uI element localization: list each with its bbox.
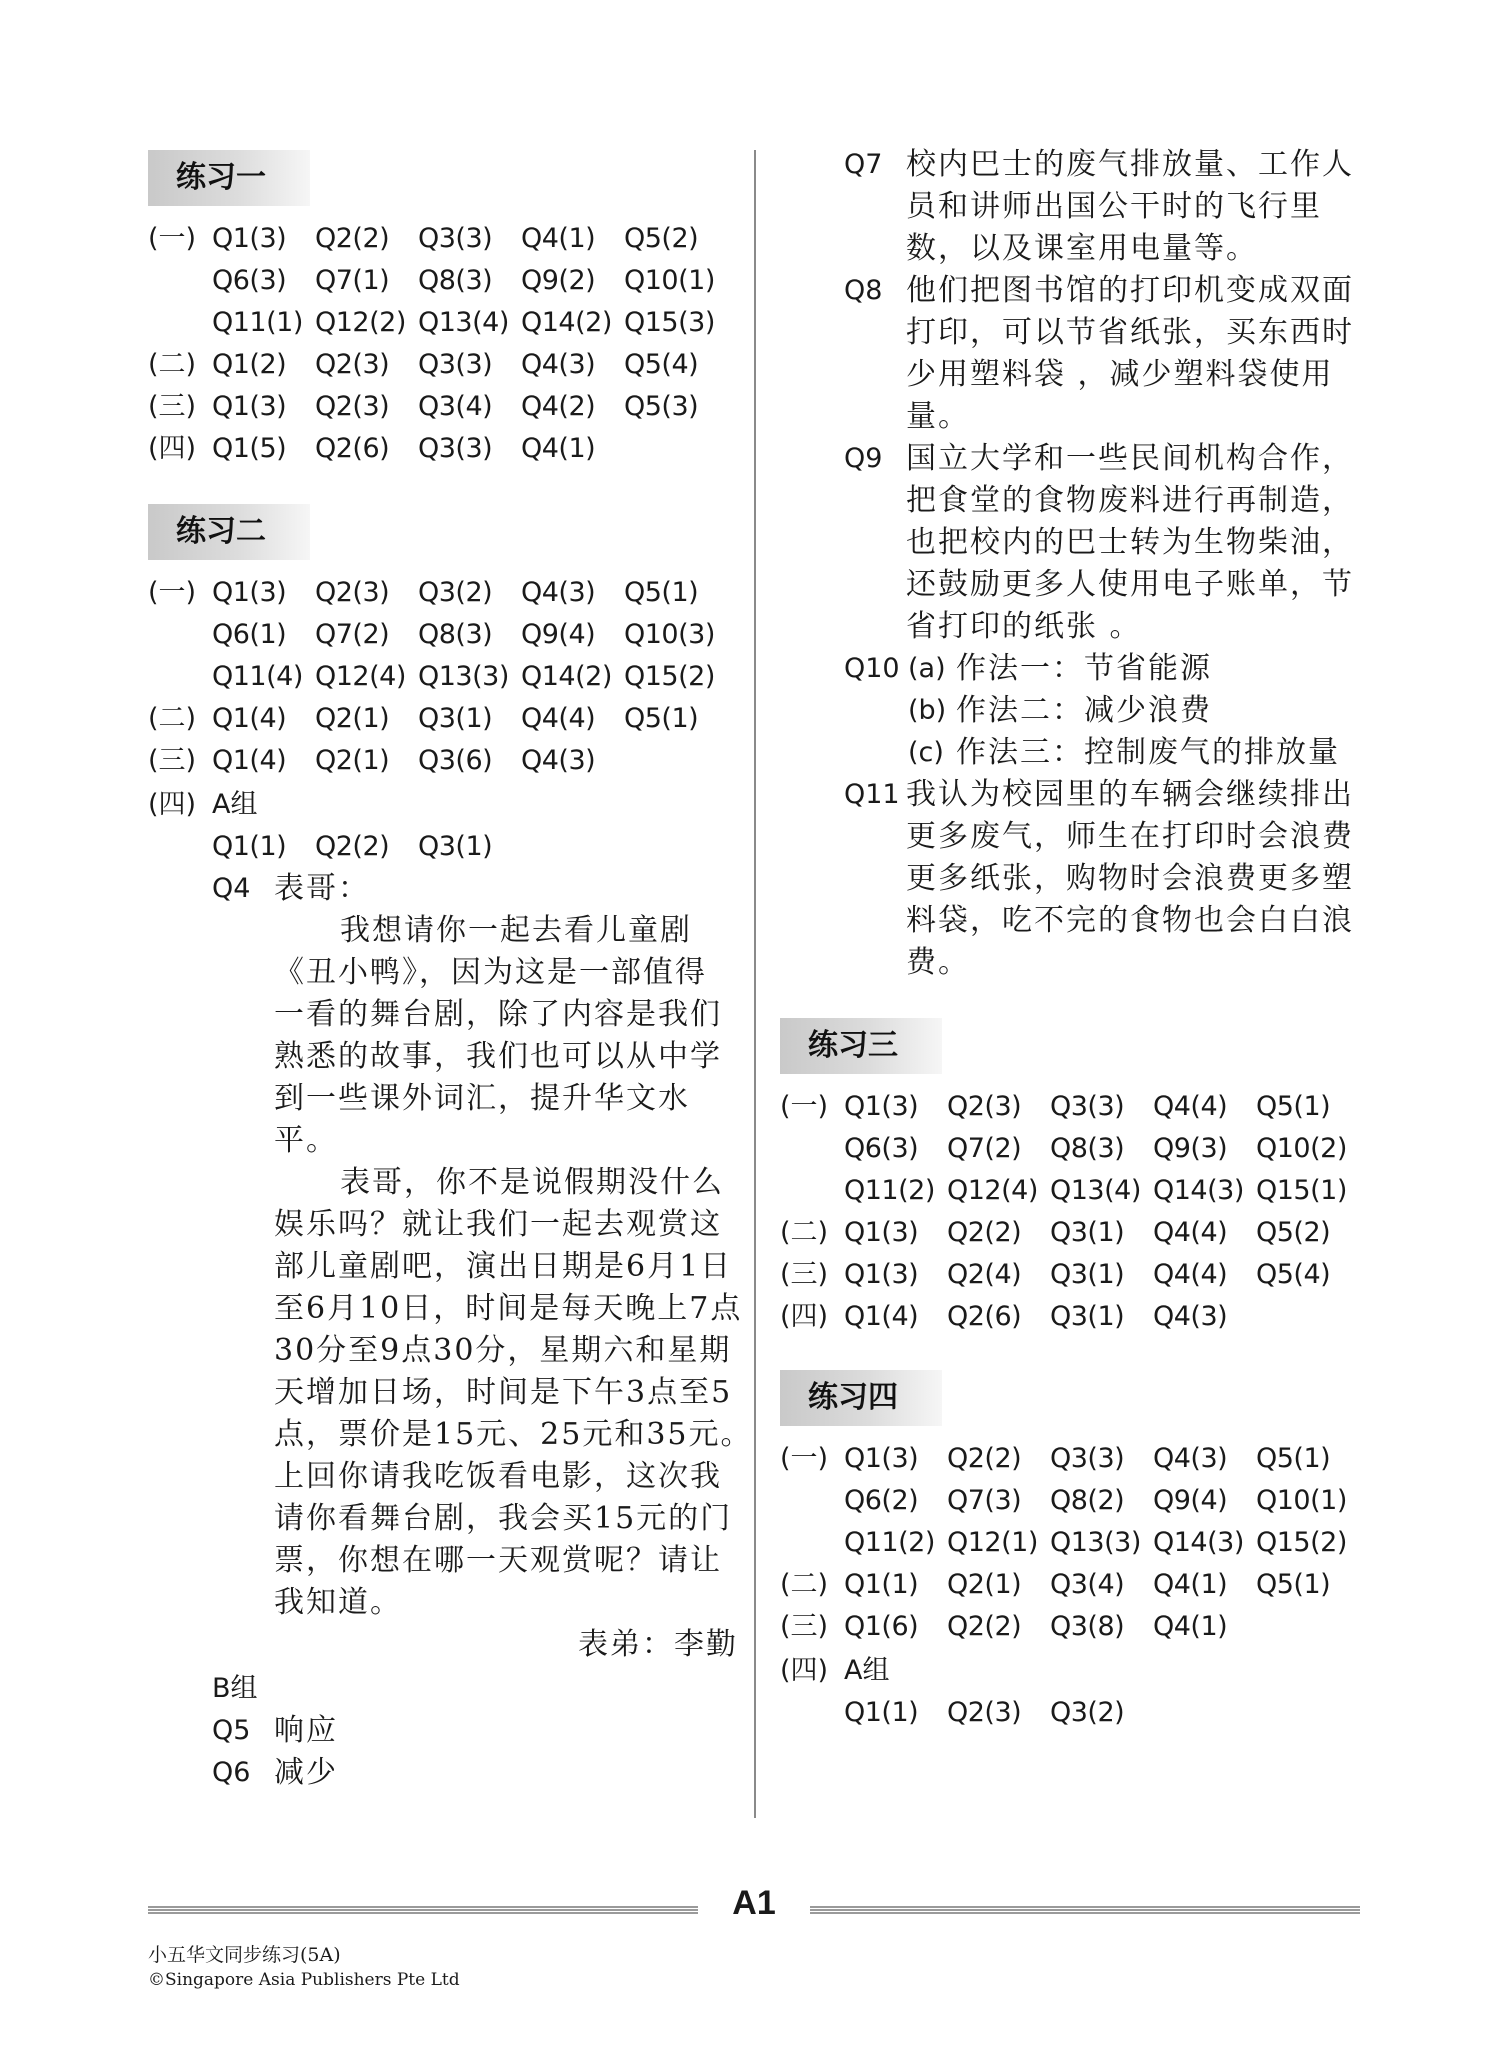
answer-line: 我认为校园里的车辆会继续排出 [906,777,1354,812]
sub-item-text: 作法二：减少浪费 [956,693,1212,728]
question-number: Q10 [844,653,900,684]
section-header-ex1: 练习一 [148,150,310,206]
answer-item: Q2(3) [315,349,390,380]
question-number: Q9 [844,443,883,474]
question-number: Q4 [212,873,251,904]
part-label: (四) [780,1655,829,1686]
answer-line: 更多废气，师生在打印时会浪费 [906,819,1354,854]
answer-item: Q1(3) [844,1259,919,1290]
answer-item: Q3(2) [1050,1697,1125,1728]
answer-line: 打印，可以节省纸张，买东西时 [906,315,1354,350]
answer-item: Q3(2) [418,577,493,608]
answer-item: Q4(2) [521,391,596,422]
answer-item: Q3(3) [1050,1443,1125,1474]
sub-item-text: 作法三：控制废气的排放量 [956,735,1340,770]
answer-item: Q1(3) [212,223,287,254]
answer-item: Q12(2) [315,307,406,338]
answer-item: Q5(3) [624,391,699,422]
answer-item: Q8(3) [418,265,493,296]
answer-text: 减少 [274,1755,338,1790]
answer-item: Q3(6) [418,745,493,776]
section-header-ex2: 练习二 [148,504,310,560]
answer-item: Q13(4) [1050,1175,1141,1206]
letter-line: 我知道。 [274,1585,402,1620]
answer-item: Q5(2) [624,223,699,254]
answer-line: 料袋，吃不完的食物也会白白浪 [906,903,1354,938]
answer-item: Q11(1) [212,307,303,338]
answer-item: Q2(3) [315,577,390,608]
answer-item: Q14(3) [1153,1175,1244,1206]
letter-line: 平。 [274,1123,338,1158]
answer-item: Q9(3) [1153,1133,1228,1164]
answer-item: Q2(6) [947,1301,1022,1332]
book-title: 小五华文同步练习(5A) [148,1944,341,1966]
answer-item: Q2(1) [947,1569,1022,1600]
answer-item: Q8(3) [418,619,493,650]
answer-item: Q7(2) [947,1133,1022,1164]
answer-item: Q4(4) [1153,1217,1228,1248]
answer-item: Q3(3) [418,349,493,380]
sub-item-tag: (c) [908,737,944,768]
answer-item: Q15(3) [624,307,715,338]
answer-item: Q9(4) [521,619,596,650]
answer-line: 省打印的纸张 。 [906,609,1142,644]
part-label: (一) [780,1091,829,1122]
answer-item: Q14(2) [521,661,612,692]
part-label: (一) [148,577,197,608]
answer-item: Q5(2) [1256,1217,1331,1248]
question-number: Q11 [844,779,900,810]
answer-item: Q13(4) [418,307,509,338]
answer-item: Q7(3) [947,1485,1022,1516]
letter-line: 请你看舞台剧，我会买15元的门 [274,1501,733,1536]
answer-line: 员和讲师出国公干时的飞行里 [906,189,1322,224]
answer-item: Q1(4) [844,1301,919,1332]
answer-item: Q2(4) [947,1259,1022,1290]
answer-item: Q5(1) [1256,1443,1331,1474]
part-label: (二) [780,1217,829,1248]
answer-item: Q2(6) [315,433,390,464]
answer-item: Q3(3) [418,433,493,464]
answer-line: 校内巴士的废气排放量、工作人 [906,147,1354,182]
answer-item: Q5(4) [1256,1259,1331,1290]
answer-item: Q4(4) [521,703,596,734]
question-number: Q8 [844,275,883,306]
answer-item: Q2(2) [315,831,390,862]
letter-salutation: 表哥： [274,871,370,906]
answer-item: Q5(1) [624,703,699,734]
letter-line: 一看的舞台剧，除了内容是我们 [274,997,722,1032]
part-label: (四) [148,789,197,820]
part-label: (一) [780,1443,829,1474]
answer-item: Q2(3) [947,1091,1022,1122]
answer-item: Q2(2) [947,1443,1022,1474]
part-label: (三) [780,1611,829,1642]
answer-item: Q13(3) [418,661,509,692]
question-number: Q5 [212,1715,251,1746]
letter-line: 到一些课外词汇，提升华文水 [274,1081,690,1116]
letter-line: 《丑小鸭》，因为这是一部值得 [274,955,707,990]
letter-line: 点，票价是15元、25元和35元。 [274,1417,753,1452]
answer-item: Q4(4) [1153,1091,1228,1122]
answer-item: Q4(3) [521,349,596,380]
answer-line: 费。 [906,945,970,980]
answer-item: Q9(2) [521,265,596,296]
sub-item-tag: (b) [908,695,947,726]
answer-item: Q10(3) [624,619,715,650]
group-a-label: A组 [212,789,258,820]
part-label: (三) [780,1259,829,1290]
answer-item: Q14(3) [1153,1527,1244,1558]
answer-item: Q11(2) [844,1527,935,1558]
answer-item: Q6(1) [212,619,287,650]
sub-item-tag: (a) [908,653,946,684]
part-label: (三) [148,391,197,422]
letter-line: 票，你想在哪一天观赏呢？请让 [274,1543,722,1578]
answer-item: Q11(2) [844,1175,935,1206]
answer-item: Q1(1) [212,831,287,862]
answer-item: Q15(1) [1256,1175,1347,1206]
answer-item: Q7(1) [315,265,390,296]
answer-text: 响应 [274,1713,338,1748]
answer-item: Q13(3) [1050,1527,1141,1558]
footer-rule-left [148,1906,698,1914]
answer-item: Q4(1) [1153,1611,1228,1642]
question-number: Q7 [844,149,883,180]
answer-item: Q7(2) [315,619,390,650]
answer-line: 把食堂的食物废料进行再制造， [906,483,1354,518]
answer-line: 国立大学和一些民间机构合作， [906,441,1354,476]
answer-item: Q6(3) [212,265,287,296]
section-header-ex4: 练习四 [780,1370,942,1426]
answer-item: Q5(1) [1256,1091,1331,1122]
answer-item: Q9(4) [1153,1485,1228,1516]
answer-item: Q1(3) [844,1217,919,1248]
answer-item: Q3(1) [418,831,493,862]
group-a-label: A组 [844,1655,890,1686]
part-label: (一) [148,223,197,254]
letter-line: 至6月10日，时间是每天晚上7点 [274,1291,743,1326]
letter-line: 我想请你一起去看儿童剧 [340,913,692,948]
answer-item: Q15(2) [1256,1527,1347,1558]
answer-item: Q1(3) [844,1091,919,1122]
answer-item: Q10(1) [624,265,715,296]
column-divider [754,150,756,1818]
answer-item: Q3(4) [418,391,493,422]
part-label: (二) [780,1569,829,1600]
answer-item: Q4(1) [1153,1569,1228,1600]
answer-item: Q2(2) [947,1217,1022,1248]
letter-line: 熟悉的故事，我们也可以从中学 [274,1039,722,1074]
letter-line: 天增加日场，时间是下午3点至5 [274,1375,733,1410]
answer-line: 少用塑料袋 ，减少塑料袋使用 [906,357,1334,392]
answer-item: Q12(4) [947,1175,1038,1206]
answer-line: 还鼓励更多人使用电子账单，节 [906,567,1354,602]
part-label: (二) [148,703,197,734]
letter-line: 表哥，你不是说假期没什么 [340,1165,724,1200]
answer-item: Q4(3) [1153,1301,1228,1332]
part-label: (三) [148,745,197,776]
answer-item: Q3(1) [1050,1217,1125,1248]
answer-line: 数，以及课室用电量等。 [906,231,1258,266]
answer-item: Q5(4) [624,349,699,380]
letter-line: 30分至9点30分，星期六和星期 [274,1333,732,1368]
question-number: Q6 [212,1757,251,1788]
answer-item: Q12(4) [315,661,406,692]
answer-item: Q3(1) [1050,1259,1125,1290]
answer-item: Q1(3) [212,391,287,422]
answer-item: Q12(1) [947,1527,1038,1558]
answer-item: Q4(1) [521,223,596,254]
answer-item: Q1(2) [212,349,287,380]
answer-item: Q2(3) [947,1697,1022,1728]
answer-line: 量。 [906,399,970,434]
answer-item: Q2(2) [947,1611,1022,1642]
answer-item: Q2(3) [315,391,390,422]
page-number: A1 [732,1884,776,1922]
part-label: (二) [148,349,197,380]
letter-line: 娱乐吗？就让我们一起去观赏这 [274,1207,722,1242]
answer-item: Q1(1) [844,1697,919,1728]
part-label: (四) [780,1301,829,1332]
answer-item: Q1(6) [844,1611,919,1642]
letter-line: 部儿童剧吧，演出日期是6月1日 [274,1249,733,1284]
answer-item: Q4(3) [521,577,596,608]
answer-item: Q4(4) [1153,1259,1228,1290]
answer-item: Q2(2) [315,223,390,254]
copyright: ©Singapore Asia Publishers Pte Ltd [148,1970,460,1990]
answer-item: Q4(1) [521,433,596,464]
answer-line: 他们把图书馆的打印机变成双面 [906,273,1354,308]
answer-item: Q8(2) [1050,1485,1125,1516]
answer-item: Q15(2) [624,661,715,692]
answer-item: Q3(1) [1050,1301,1125,1332]
section-header-ex3: 练习三 [780,1018,942,1074]
answer-item: Q2(1) [315,745,390,776]
part-label: (四) [148,433,197,464]
answer-item: Q1(1) [844,1569,919,1600]
answer-item: Q3(8) [1050,1611,1125,1642]
answer-item: Q1(3) [212,577,287,608]
answer-item: Q8(3) [1050,1133,1125,1164]
answer-item: Q6(2) [844,1485,919,1516]
answer-line: 更多纸张，购物时会浪费更多塑 [906,861,1354,896]
answer-item: Q10(1) [1256,1485,1347,1516]
answer-item: Q5(1) [1256,1569,1331,1600]
answer-item: Q11(4) [212,661,303,692]
answer-item: Q1(3) [844,1443,919,1474]
answer-item: Q6(3) [844,1133,919,1164]
answer-item: Q1(4) [212,745,287,776]
letter-signature: 表弟：李勤 [578,1627,738,1662]
answer-item: Q1(5) [212,433,287,464]
group-b-label: B组 [212,1673,258,1704]
letter-line: 上回你请我吃饭看电影，这次我 [274,1459,722,1494]
answer-item: Q1(4) [212,703,287,734]
answer-item: Q2(1) [315,703,390,734]
answer-item: Q5(1) [624,577,699,608]
answer-item: Q10(2) [1256,1133,1347,1164]
answer-item: Q3(3) [1050,1091,1125,1122]
answer-item: Q4(3) [521,745,596,776]
answer-item: Q3(3) [418,223,493,254]
answer-item: Q3(4) [1050,1569,1125,1600]
footer-rule-right [810,1906,1360,1914]
sub-item-text: 作法一：节省能源 [956,651,1212,686]
answer-item: Q4(3) [1153,1443,1228,1474]
answer-line: 也把校内的巴士转为生物柴油， [906,525,1354,560]
answer-item: Q3(1) [418,703,493,734]
answer-item: Q14(2) [521,307,612,338]
